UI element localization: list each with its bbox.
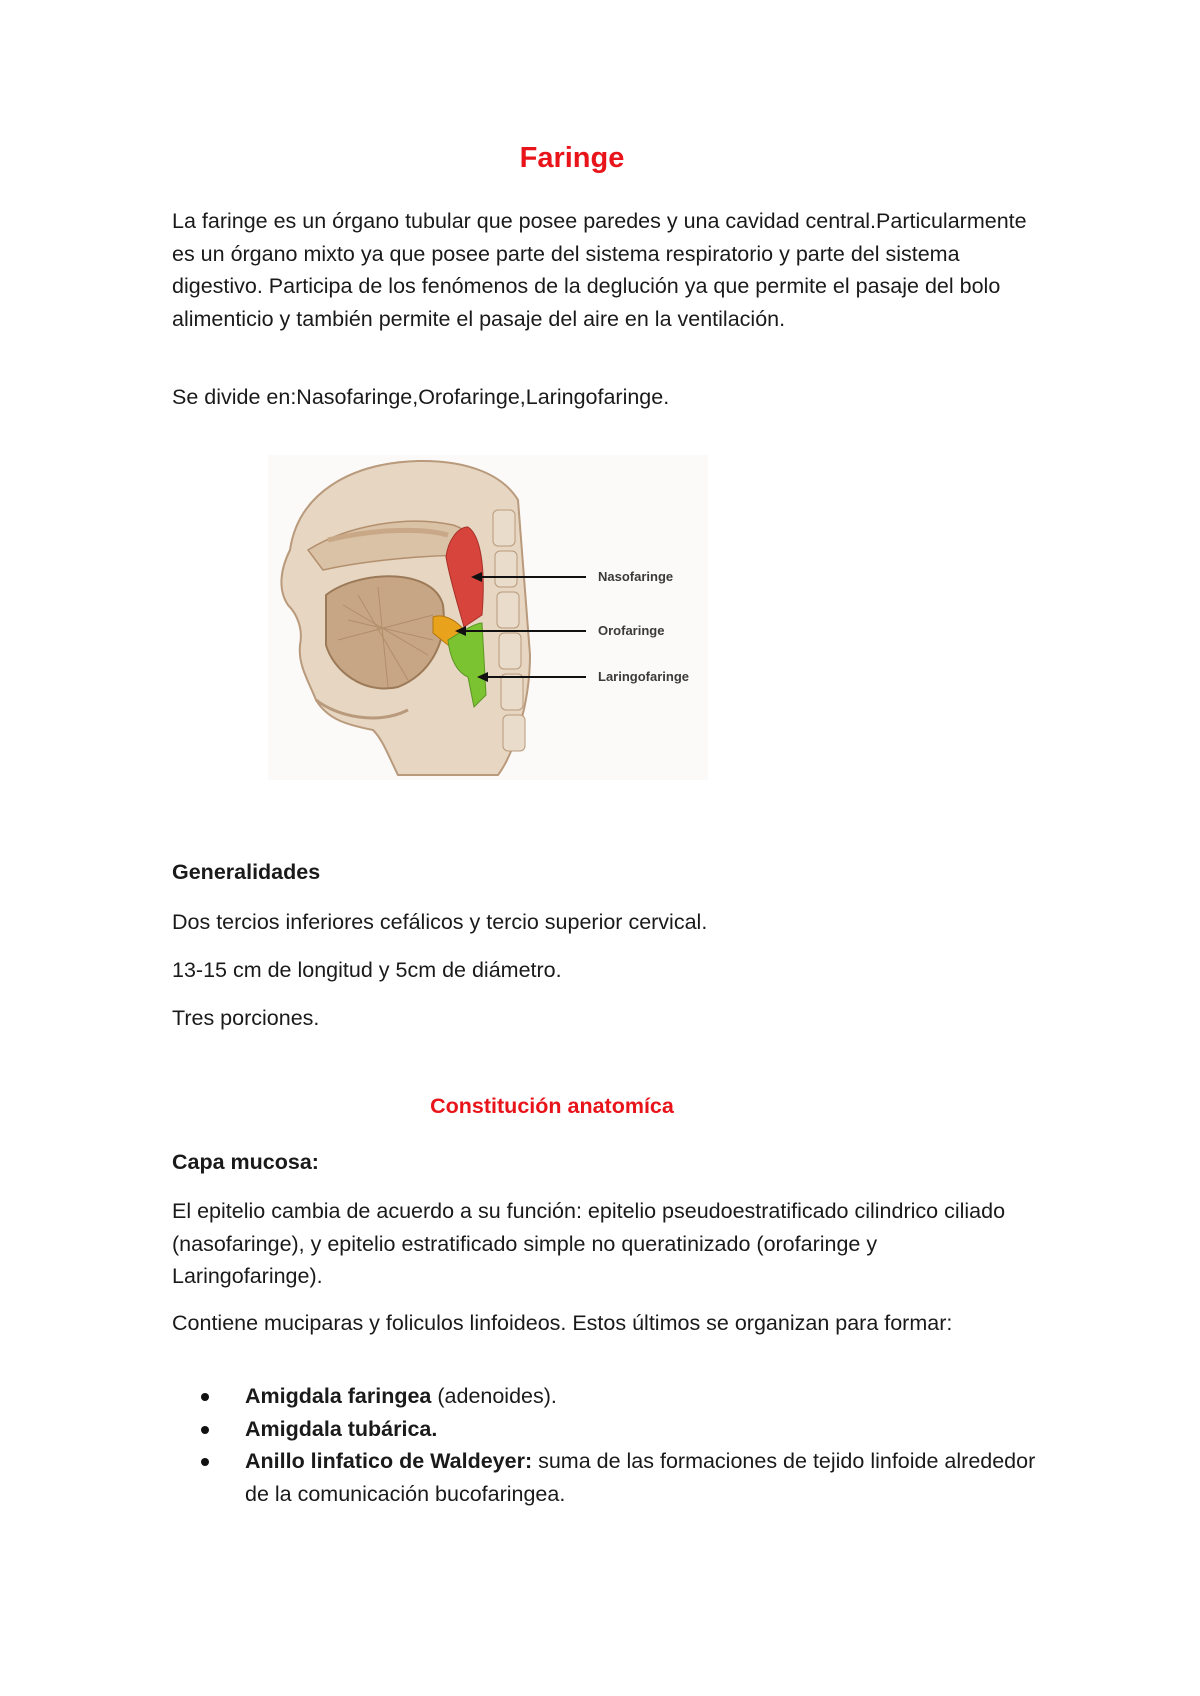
division-paragraph: Se divide en:Nasofaringe,Orofaringe,Laringofaringe. — [172, 385, 670, 409]
label-orofaringe: Orofaringe — [598, 623, 665, 638]
list-item — [172, 1445, 1052, 1510]
section-heading-constitucion: Constitución anatomíca — [430, 1094, 674, 1118]
list-item-text: suma de las formaciones de tejido linfoide alrededor de la comunicación bucofaringea. — [245, 1449, 1036, 1506]
list-item-bold: Anillo linfatico de Waldeyer: — [245, 1449, 533, 1473]
generalidades-line-3: Tres porciones. — [172, 1006, 320, 1030]
bullet-list — [172, 1380, 1052, 1510]
list-item — [172, 1413, 1052, 1446]
capa-mucosa-paragraph-2: Contiene muciparas y foliculos linfoideos. Estos últimos se organizan para formar: — [172, 1311, 953, 1335]
intro-paragraph: La faringe es un órgano tubular que posee paredes y una cavidad central.Particularmente es un órgano mixto ya que posee parte del sistema respiratorio y parte del sistema digestivo. Participa de los fenómenos de la deglución ya que permite el pasaje del bolo alimenticio y también permite el pasaje del aire en la ventilación. — [172, 209, 1027, 331]
list-item-bold: Amigdala faringea — [245, 1384, 432, 1408]
bullet-icon — [201, 1458, 209, 1466]
pharynx-diagram — [268, 455, 708, 780]
capa-mucosa-paragraph-1: El epitelio cambia de acuerdo a su función: epitelio pseudoestratificado cilindrico ciliado (nasofaringe), y epitelio estratificado simple no queratinizado (orofaringe y Laringofaringe). — [172, 1199, 1006, 1288]
list-item — [172, 1380, 1052, 1413]
section-heading-generalidades: Generalidades — [172, 860, 321, 884]
bullet-icon — [201, 1426, 209, 1434]
pharynx-diagram-svg — [268, 455, 708, 780]
label-nasofaringe: Nasofaringe — [598, 569, 674, 584]
list-item-bold: Amigdala tubárica. — [245, 1416, 438, 1441]
page-title: Faringe — [519, 142, 625, 174]
label-laringofaringe: Laringofaringe — [598, 669, 690, 684]
list-item-text: (adenoides). — [431, 1384, 557, 1408]
subsection-heading-capa-mucosa: Capa mucosa: — [172, 1150, 319, 1174]
bullet-icon — [201, 1393, 209, 1401]
generalidades-line-1: Dos tercios inferiores cefálicos y tercio superior cervical. — [172, 910, 708, 934]
generalidades-line-2: 13-15 cm de longitud y 5cm de diámetro. — [172, 958, 562, 982]
